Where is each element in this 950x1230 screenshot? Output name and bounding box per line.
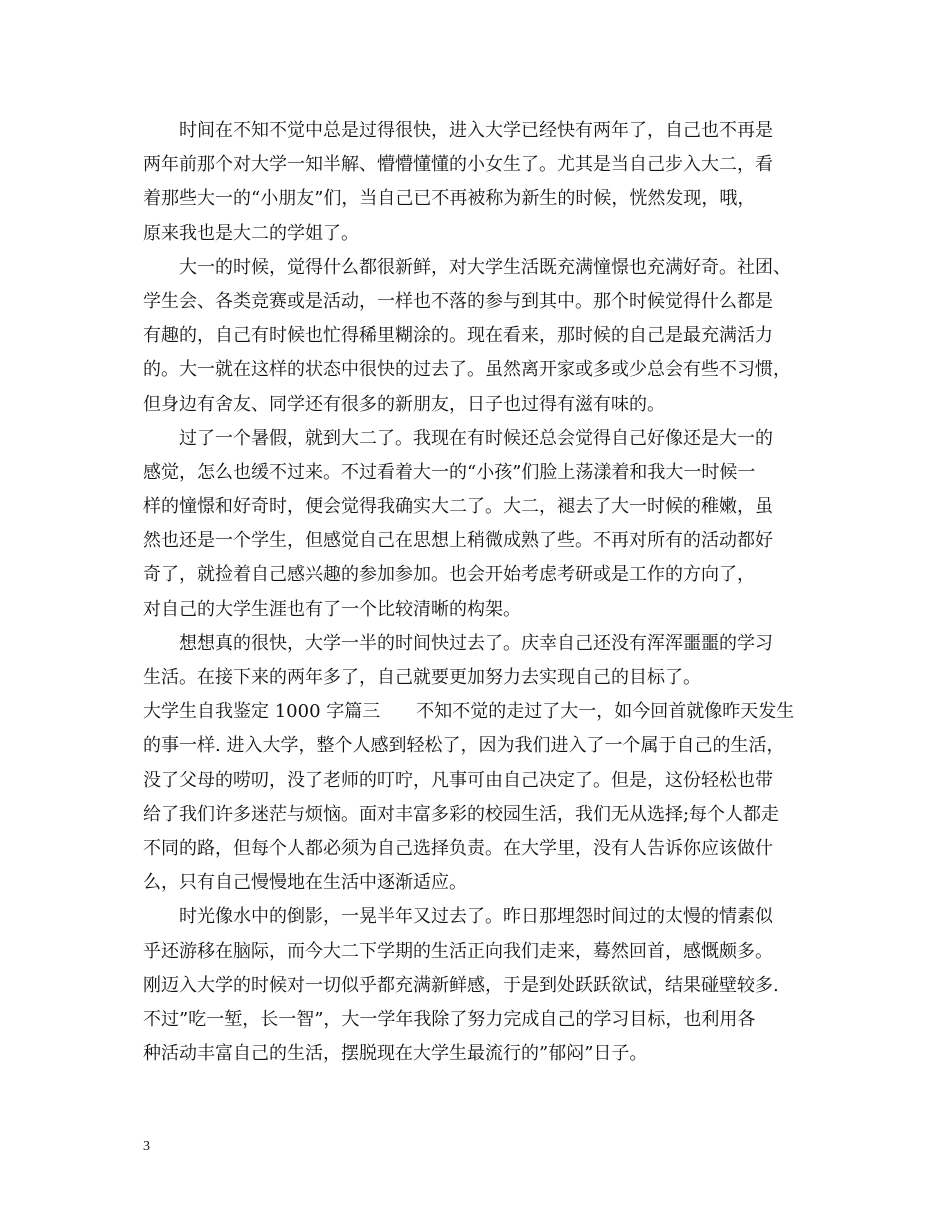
text-line: 时光像水中的倒影，一晃半年又过去了。昨日那埋怨时间过的太慢的情素似 xyxy=(179,906,773,928)
text-line: 给了我们许多迷茫与烦恼。面对丰富多彩的校园生活，我们无从选择;每个人都走 xyxy=(143,803,780,825)
text-line: 过了一个暑假，就到大二了。我现在有时候还总会觉得自己好像还是大一的 xyxy=(179,427,773,449)
text-line: 奇了，就捡着自己感兴趣的参加参加。也会开始考虑考研或是工作的方向了， xyxy=(143,564,755,586)
text-line: 大学生自我鉴定 1000 字篇三 不知不觉的走过了大一，如今回首就像昨天发生 xyxy=(143,701,795,723)
text-line: 想想真的很快，大学一半的时间快过去了。庆幸自己还没有浑浑噩噩的学习 xyxy=(179,632,773,654)
text-line: 着那些大一的“小朋友”们，当自己已不再被称为新生的时候，恍然发现，哦， xyxy=(143,188,756,210)
text-line: 种活动丰富自己的生活，摆脱现在大学生最流行的”郁闷”日子。 xyxy=(143,1043,648,1065)
text-line: 刚迈入大学的时候对一切似乎都充满新鲜感，于是到处跃跃欲试，结果碰壁较多. xyxy=(143,974,779,996)
text-line: 的事一样. 进入大学，整个人感到轻松了，因为我们进入了一个属于自己的生活， xyxy=(143,735,785,757)
text-line: 乎还游移在脑际，而今大二下学期的生活正向我们走来，蓦然回首，感慨颇多。 xyxy=(143,940,773,962)
text-line: 对自己的大学生涯也有了一个比较清晰的构架。 xyxy=(143,598,521,620)
text-line: 不同的路，但每个人都必须为自己选择负责。在大学里，没有人告诉你应该做什 xyxy=(143,837,773,859)
text-line: 时间在不知不觉中总是过得很快，进入大学已经快有两年了，自己也不再是 xyxy=(179,120,773,141)
text-line: 没了父母的唠叨，没了老师的叮咛，凡事可由自己决定了。但是，这份轻松也带 xyxy=(143,769,773,791)
text-line: 大一的时候，觉得什么都很新鲜，对大学生活既充满憧憬也充满好奇。社团、 xyxy=(179,256,791,278)
text-line: 不过”吃一堑，长一智”，大一学年我除了努力完成自己的学习目标，也利用各 xyxy=(143,1008,756,1030)
text-line: 么，只有自己慢慢地在生活中逐渐适应。 xyxy=(143,872,467,894)
text-line: 但身边有舍友、同学还有很多的新朋友，日子也过得有滋有味的。 xyxy=(143,393,665,415)
text-line: 然也还是一个学生，但感觉自己在思想上稍微成熟了些。不再对所有的活动都好 xyxy=(143,530,773,552)
document-body xyxy=(143,114,823,1071)
text-line: 的。大一就在这样的状态中很快的过去了。虽然离开家或多或少总会有些不习惯， xyxy=(143,359,791,381)
text-line: 生活。在接下来的两年多了，自己就要更加努力去实现自己的目标了。 xyxy=(143,667,701,688)
text-line: 原来我也是大二的学姐了。 xyxy=(143,222,359,244)
text-line: 感觉，怎么也缓不过来。不过看着大一的“小孩”们脸上荡漾着和我大一时候一 xyxy=(143,461,756,483)
text-line: 学生会、各类竞赛或是活动，一样也不落的参与到其中。那个时候觉得什么都是 xyxy=(143,290,773,312)
text-line: 两年前那个对大学一知半解、懵懵懂懂的小女生了。尤其是当自己步入大二，看 xyxy=(143,154,773,176)
text-line: 有趣的，自己有时候也忙得稀里糊涂的。现在看来，那时候的自己是最充满活力 xyxy=(143,325,773,347)
page-number: 3 xyxy=(143,1139,150,1154)
text-line: 样的憧憬和好奇时，便会觉得我确实大二了。大二，褪去了大一时候的稚嫩，虽 xyxy=(143,496,773,518)
